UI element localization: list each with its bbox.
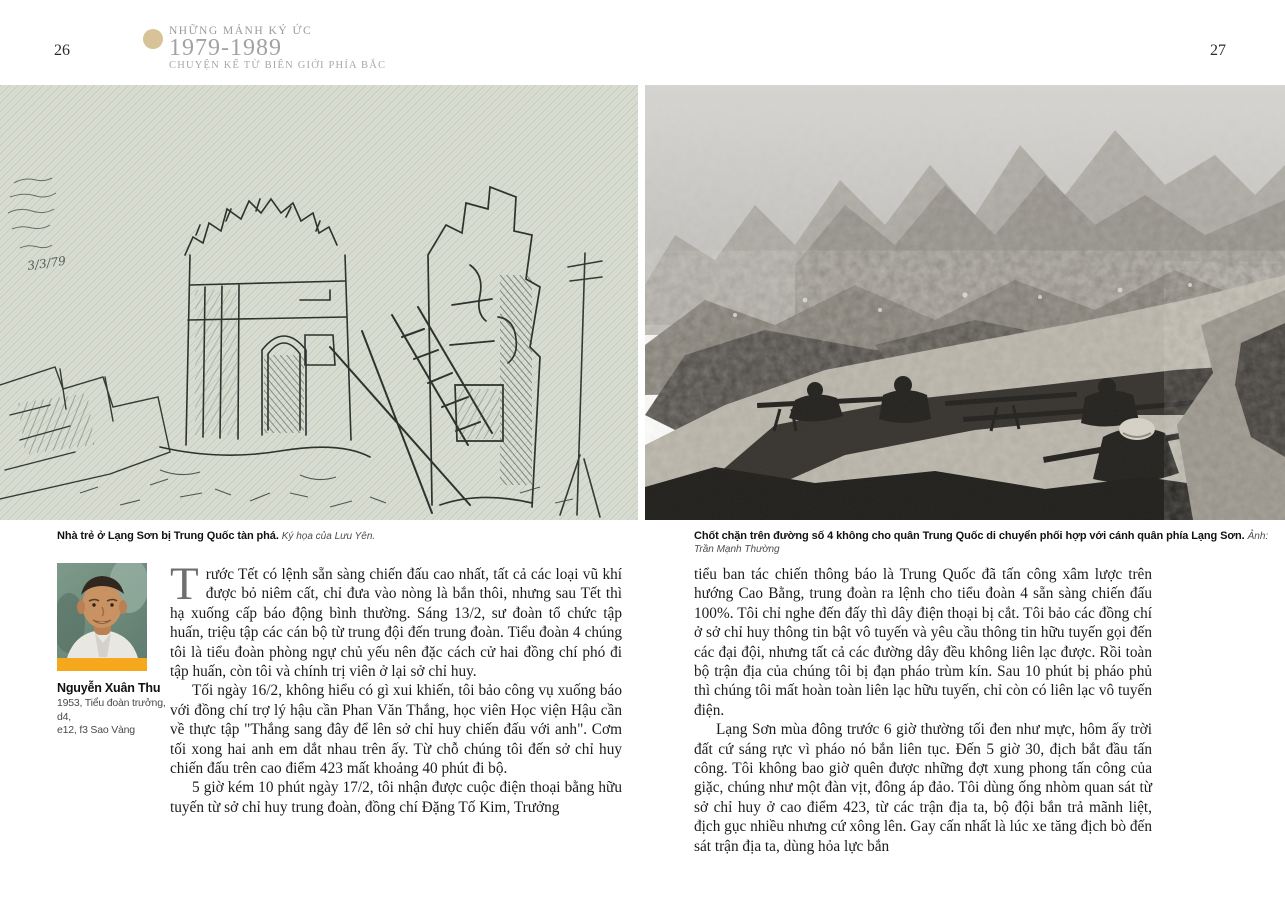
sketch-caption-text: Nhà trẻ ở Lạng Sơn bị Trung Quốc tàn phá. [57,530,279,542]
sketch-drawing [0,85,638,520]
page-number-left: 26 [54,42,70,59]
photo-caption-credit: Ảnh: Trần Mạnh Thường [694,531,1269,555]
author-portrait-drawing [57,563,147,658]
series-title: NHỮNG MẢNH KÝ ỨC [169,25,313,37]
paragraph-2: Tối ngày 16/2, không hiểu có gì xui khiến, tôi bảo công vụ xuống báo với đồng chí trợ lý hậu cần Phan Văn Thắng, học viên Học viện Hậu cần về thực tập "Thắng sang đây để lên sở chỉ huy chiến đấu với anh". Cơm tối xong hai anh em dắt nhau trên ấy. Từ chỗ chúng tôi đến sở chỉ huy chiến đấu trên cao điểm 423 mất khoảng 40 phút đi bộ. [170,682,622,778]
text-column-right [694,565,1152,856]
photo-caption [694,530,1285,556]
sketch-caption [57,530,639,543]
text-column-left [170,558,622,817]
author-bio-line2: e12, f3 Sao Vàng [57,724,135,736]
page-number-right: 27 [1210,42,1226,59]
series-years: 1979-1989 [169,35,282,61]
author-accent-bar [57,658,147,671]
paragraph-5: Lạng Sơn mùa đông trước 6 giờ thường tối đen như mực, hôm ấy trời đất cứ sáng rực vì pháo nó bắn liên tục. Đến 5 giờ 30, địch bắt đầu tấn công. Tôi không bao giờ quên được những đợt xung phong tấn công của giặc, chúng như một đàn vịt, đông áp đảo. Tôi dùng ống nhòm quan sát từ sở chỉ huy ở cao điểm 423, từ các trận địa ta, bộ đội bắn trả mãnh liệt, địch gục nhiều nhưng cứ xông lên. Gay cấn nhất là lúc xe tăng địch bò đến sát trận địa ta, dùng hỏa lực bắn [694,721,1152,855]
sketch-image [0,85,638,520]
sketch-caption-credit: Ký họa của Lưu Yên. [281,531,376,542]
trench-photo-drawing [645,85,1285,520]
author-bio [57,697,167,738]
trench-photo [645,85,1285,520]
header-text [169,25,386,72]
author-name: Nguyễn Xuân Thu [57,681,161,695]
chapter-header [143,25,386,72]
series-subtitle: CHUYỆN KỂ TỪ BIÊN GIỚI PHÍA BẮC [169,60,387,71]
author-bio-line1: 1953, Tiểu đoàn trưởng, d4, [57,697,166,723]
paragraph-4: tiểu ban tác chiến thông báo là Trung Quốc đã tấn công xâm lược trên hướng Cao Bằng, trung đoàn ra lệnh cho tiểu đoàn 4 sẵn sàng chiến đấu 100%. Tôi chỉ nghe đến đấy thì dây điện thoại bị cắt. Tôi bảo các đồng chí ở sở chỉ huy thông tin bật vô tuyến và yêu cầu thông tin hữu tuyến gọi đến các đại đội, nhưng tất cả các đường dây đều không liên lạc được. Rồi toàn bộ trận địa của chúng tôi bị đạn pháo trùm kín. Sau 10 phút bị pháo phủ thì chúng tôi mất hoàn toàn liên lạc hữu tuyến, chỉ còn có liên lạc vô tuyến điện. [694,566,1152,719]
photo-caption-text: Chốt chặn trên đường số 4 không cho quân Trung Quốc di chuyển phối hợp với cánh quân phía Lạng Sơn. [694,530,1245,542]
paragraph-1 [170,558,622,681]
sketch-handwritten-date: 3/3/79 [26,253,67,273]
drop-cap: T [170,558,199,610]
paragraph-3: 5 giờ kém 10 phút ngày 17/2, tôi nhận được cuộc điện thoại bằng hữu tuyến từ sở chỉ huy trung đoàn, đồng chí Đặng Tố Kim, Trưởng [170,779,622,816]
author-portrait [57,563,147,658]
paragraph-1-text: rước Tết có lệnh sẵn sàng chiến đấu cao nhất, tất cả các loại vũ khí được bỏ niêm cất, chỉ đưa vào nòng là bắn thôi, nhưng sau Tết thì hạ xuống cấp báo động bình thường. Sáng 13/2, sư đoàn tổ chức tập huấn, triệu tập các cán bộ từ trung đội đến trung đoàn. Tiểu đoàn 4 chúng tôi là tiểu đoàn phòng ngự chủ yếu nên đặc cách cử hai đồng chí phó đi tập huấn, còn tôi và chính trị viên ở lại sở chỉ huy. [170,566,622,681]
header-dot-icon [143,29,163,49]
